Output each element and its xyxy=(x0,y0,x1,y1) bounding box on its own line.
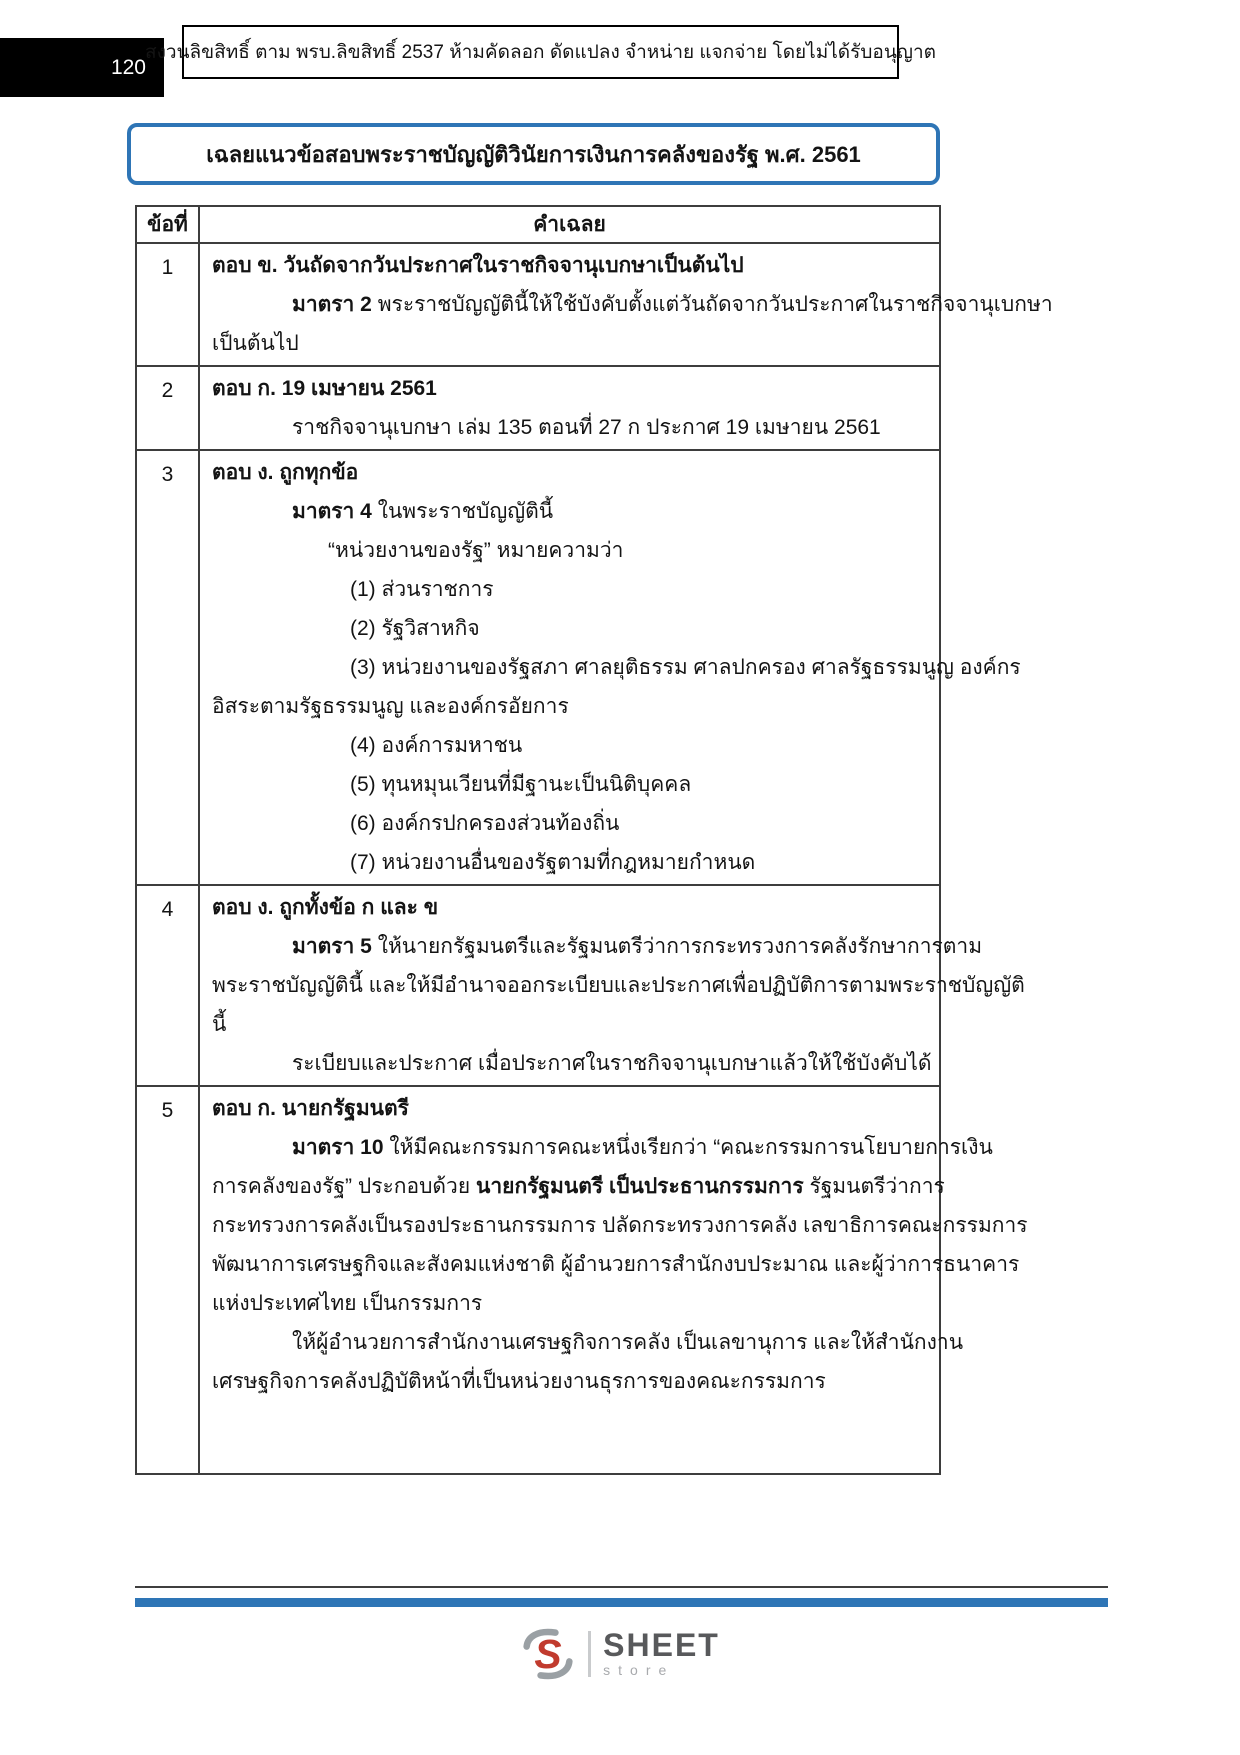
answer-line xyxy=(212,1128,993,1167)
answer-line-bold-segment: ตอบ ข. วันถัดจากวันประกาศในราชกิจจานุเบกษาเป็นต้นไป xyxy=(212,254,744,277)
answer-table-header xyxy=(136,206,940,243)
answer-line-segment: แห่งประเทศไทย เป็นกรรมการ xyxy=(212,1292,483,1315)
answer-line-bold-segment: มาตรา 10 xyxy=(292,1136,384,1159)
answer-line-segment: พระราชบัญญัตินี้ และให้มีอำนาจออกระเบียบและประกาศเพื่อปฏิบัติการตามพระราชบัญญัติ xyxy=(212,974,1025,997)
answer-line-segment: ในพระราชบัญญัตินี้ xyxy=(371,500,554,523)
answer-line xyxy=(212,765,927,804)
answer-line xyxy=(212,687,927,726)
logo-s-icon xyxy=(520,1628,576,1680)
footer-rule-blue xyxy=(135,1598,1108,1607)
question-number-cell: 1 xyxy=(136,243,199,366)
answer-line-segment: (3) หน่วยงานของรัฐสภา ศาลยุติธรรม ศาลปกครอง ศาลรัฐธรรมนูญ องค์กร xyxy=(350,656,1021,679)
answer-line-bold-segment: มาตรา 5 xyxy=(292,935,372,958)
logo-text-block xyxy=(603,1626,720,1679)
answer-line-bold-segment: ตอบ ก. 19 เมษายน 2561 xyxy=(212,377,437,400)
logo-subtext: store xyxy=(603,1661,675,1678)
answer-line xyxy=(212,1089,927,1128)
footer-rules xyxy=(135,1586,1108,1607)
answer-line xyxy=(212,804,927,843)
answer-line-segment: อิสระตามรัฐธรรมนูญ และองค์กรอัยการ xyxy=(212,695,569,718)
table-row xyxy=(136,450,940,885)
answer-line xyxy=(212,492,927,531)
answer-line-segment: ราชกิจจานุเบกษา เล่ม 135 ตอนที่ 27 ก ประกาศ 19 เมษายน 2561 xyxy=(292,416,881,439)
answer-cell xyxy=(199,366,940,450)
answer-line-bold-segment: ตอบ ง. ถูกทั้งข้อ ก และ ข xyxy=(212,896,439,919)
question-number-cell: 3 xyxy=(136,450,199,885)
answer-line-segment: กระทรวงการคลังเป็นรองประธานกรรมการ ปลัดกระทรวงการคลัง เลขาธิการคณะกรรมการ xyxy=(212,1214,1028,1237)
answer-line-segment: (4) องค์การมหาชน xyxy=(350,734,523,757)
answer-line xyxy=(212,843,927,882)
answer-line xyxy=(212,609,927,648)
page-number xyxy=(0,38,164,97)
answer-line-bold-segment: ตอบ ง. ถูกทุกข้อ xyxy=(212,461,359,484)
document-title-box xyxy=(127,123,940,185)
answer-line xyxy=(212,1245,1020,1284)
answer-line-segment: “หน่วยงานของรัฐ” หมายความว่า xyxy=(328,539,624,562)
svg-text:S: S xyxy=(534,1630,562,1677)
sheet-store-logo xyxy=(0,1628,1240,1680)
answer-line-segment: (5) ทุนหมุนเวียนที่มีฐานะเป็นนิติบุคคล xyxy=(350,773,692,796)
answer-line xyxy=(212,648,1021,687)
answer-line-bold-segment: มาตรา 4 xyxy=(292,500,372,523)
answer-line-bold-segment: ตอบ ก. นายกรัฐมนตรี xyxy=(212,1097,409,1120)
answer-line xyxy=(212,927,983,966)
answer-line xyxy=(212,1284,927,1323)
answer-key-table xyxy=(135,205,1053,1475)
answer-line-segment: พัฒนาการเศรษฐกิจและสังคมแห่งชาติ ผู้อำนวยการสำนักงบประมาณ และผู้ว่าการธนาคาร xyxy=(212,1253,1020,1276)
answer-line-segment: ให้ผู้อำนวยการสำนักงานเศรษฐกิจการคลัง เป็นเลขานุการ และให้สำนักงาน xyxy=(292,1331,964,1354)
answer-line xyxy=(212,408,927,447)
answer-line xyxy=(212,888,927,927)
answer-line-bold-segment: นายกรัฐมนตรี เป็นประธานกรรมการ xyxy=(476,1175,804,1198)
answer-line xyxy=(212,726,927,765)
logo-divider xyxy=(588,1631,591,1677)
answer-line-segment: (2) รัฐวิสาหกิจ xyxy=(350,617,480,640)
answer-line-segment: เป็นต้นไป xyxy=(212,332,299,355)
answer-line-segment: พระราชบัญญัตินี้ให้ใช้บังคับตั้งแต่วันถัดจากวันประกาศในราชกิจจานุเบกษา xyxy=(371,293,1053,316)
table-row xyxy=(136,366,940,450)
table-row xyxy=(136,885,940,1086)
question-number-cell: 4 xyxy=(136,885,199,1086)
table-row xyxy=(136,1086,940,1474)
column-header-answer: คำเฉลย xyxy=(199,206,940,243)
logo-wordmark: SHEET xyxy=(603,1626,720,1663)
answer-line-segment: (1) ส่วนราชการ xyxy=(350,578,494,601)
answer-line-segment: (7) หน่วยงานอื่นของรัฐตามที่กฎหมายกำหนด xyxy=(350,851,756,874)
question-number-cell: 5 xyxy=(136,1086,199,1474)
answer-line-segment: เศรษฐกิจการคลังปฏิบัติหน้าที่เป็นหน่วยงานธุรการของคณะกรรมการ xyxy=(212,1370,826,1393)
answer-line xyxy=(212,966,1025,1005)
answer-cell xyxy=(199,885,1025,1086)
answer-line xyxy=(212,1167,945,1206)
answer-line xyxy=(212,453,927,492)
answer-line xyxy=(212,570,927,609)
answer-line-bold-segment: มาตรา 2 xyxy=(292,293,372,316)
answer-line xyxy=(212,1323,964,1362)
answer-line-segment: (6) องค์กรปกครองส่วนท้องถิ่น xyxy=(350,812,620,835)
answer-line-segment: ให้มีคณะกรรมการคณะหนึ่งเรียกว่า “คณะกรรมการนโยบายการเงิน xyxy=(383,1136,993,1159)
answer-line-segment: การคลังของรัฐ” ประกอบด้วย xyxy=(212,1175,476,1198)
answer-line xyxy=(212,369,927,408)
answer-line-segment: ระเบียบและประกาศ เมื่อประกาศในราชกิจจานุเบกษาแล้วให้ใช้บังคับได้ xyxy=(292,1052,932,1075)
answer-line xyxy=(212,1005,927,1044)
answer-line xyxy=(212,1044,932,1083)
answer-line xyxy=(212,1206,1028,1245)
answer-line-segment: รัฐมนตรีว่าการ xyxy=(803,1175,945,1198)
answer-line-segment: ให้นายกรัฐมนตรีและรัฐมนตรีว่าการกระทรวงการคลังรักษาการตาม xyxy=(371,935,983,958)
document-title: เฉลยแนวข้อสอบพระราชบัญญัติวินัยการเงินการคลังของรัฐ พ.ศ. 2561 xyxy=(206,141,861,167)
answer-line xyxy=(212,1362,927,1401)
answer-line xyxy=(212,285,1053,324)
page-number-label: 120 xyxy=(110,55,146,79)
copyright-notice xyxy=(145,25,937,79)
answer-line xyxy=(212,531,927,570)
answer-line xyxy=(212,246,927,285)
answer-cell xyxy=(199,1086,1028,1474)
table-row xyxy=(136,243,940,366)
answer-table-body xyxy=(136,243,1053,1474)
column-header-question-number: ข้อที่ xyxy=(136,206,199,243)
answer-cell xyxy=(199,243,1053,366)
copyright-text: สงวนลิขสิทธิ์ ตาม พรบ.ลิขสิทธิ์ 2537 ห้ามคัดลอก ดัดแปลง จำหน่าย แจกจ่าย โดยไม่ได้รับอนุญาต xyxy=(145,42,937,63)
header-row xyxy=(136,206,940,243)
answer-line-segment: นี้ xyxy=(212,1013,227,1036)
question-number-cell: 2 xyxy=(136,366,199,450)
answer-cell xyxy=(199,450,1021,885)
answer-line xyxy=(212,324,927,363)
footer-rule-thin xyxy=(135,1586,1108,1588)
